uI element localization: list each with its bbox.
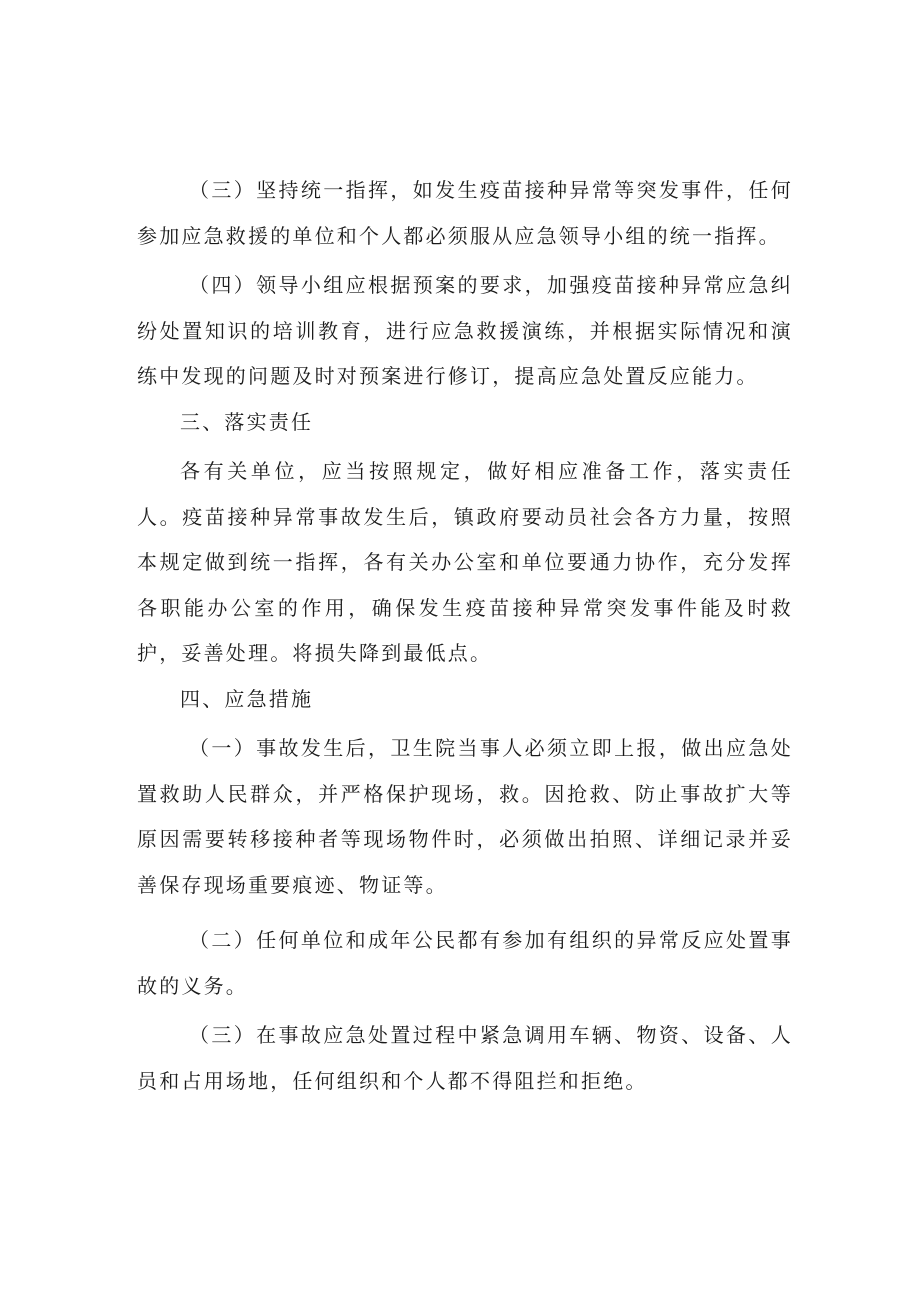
paragraph-measure-resources: （三）在事故应急处置过程中紧急调用车辆、物资、设备、人员和占用场地，任何组织和个人都不得阻拦和拒绝。: [137, 1023, 793, 1093]
section-heading-measures: 四、应急措施: [180, 686, 314, 711]
section-heading-responsibility: 三、落实责任: [180, 409, 314, 434]
paragraph-measure-duty: （二）任何单位和成年公民都有参加有组织的异常反应处置事故的义务。: [137, 928, 793, 998]
paragraph-responsibility: 各有关单位，应当按照规定，做好相应准备工作，落实责任人。疫苗接种异常事故发生后，镇政府要动员社会各方力量，按照本规定做到统一指挥，各有关办公室和单位要通力协作，充分发挥各职能办公室的作用，确保发生疫苗接种异常突发事件能及时救护，妥善处理。将损失降到最低点。: [137, 459, 793, 665]
document-body: [137, 168, 793, 1104]
paragraph-command-unity: （三）坚持统一指挥，如发生疫苗接种异常等突发事件，任何参加应急救援的单位和个人都必须服从应急领导小组的统一指挥。: [137, 178, 793, 248]
paragraph-measure-report: （一）事故发生后，卫生院当事人必须立即上报，做出应急处置救助人民群众，并严格保护现场，救。因抢救、防止事故扩大等原因需要转移接种者等现场物件时，必须做出拍照、详细记录并妥善保存现场重要痕迹、物证等。: [137, 736, 793, 897]
paragraph-training-drills: （四）领导小组应根据预案的要求，加强疫苗接种异常应急纠纷处置知识的培训教育，进行应急救援演练，并根据实际情况和演练中发现的问题及时对预案进行修订，提高应急处置反应能力。: [137, 273, 793, 388]
